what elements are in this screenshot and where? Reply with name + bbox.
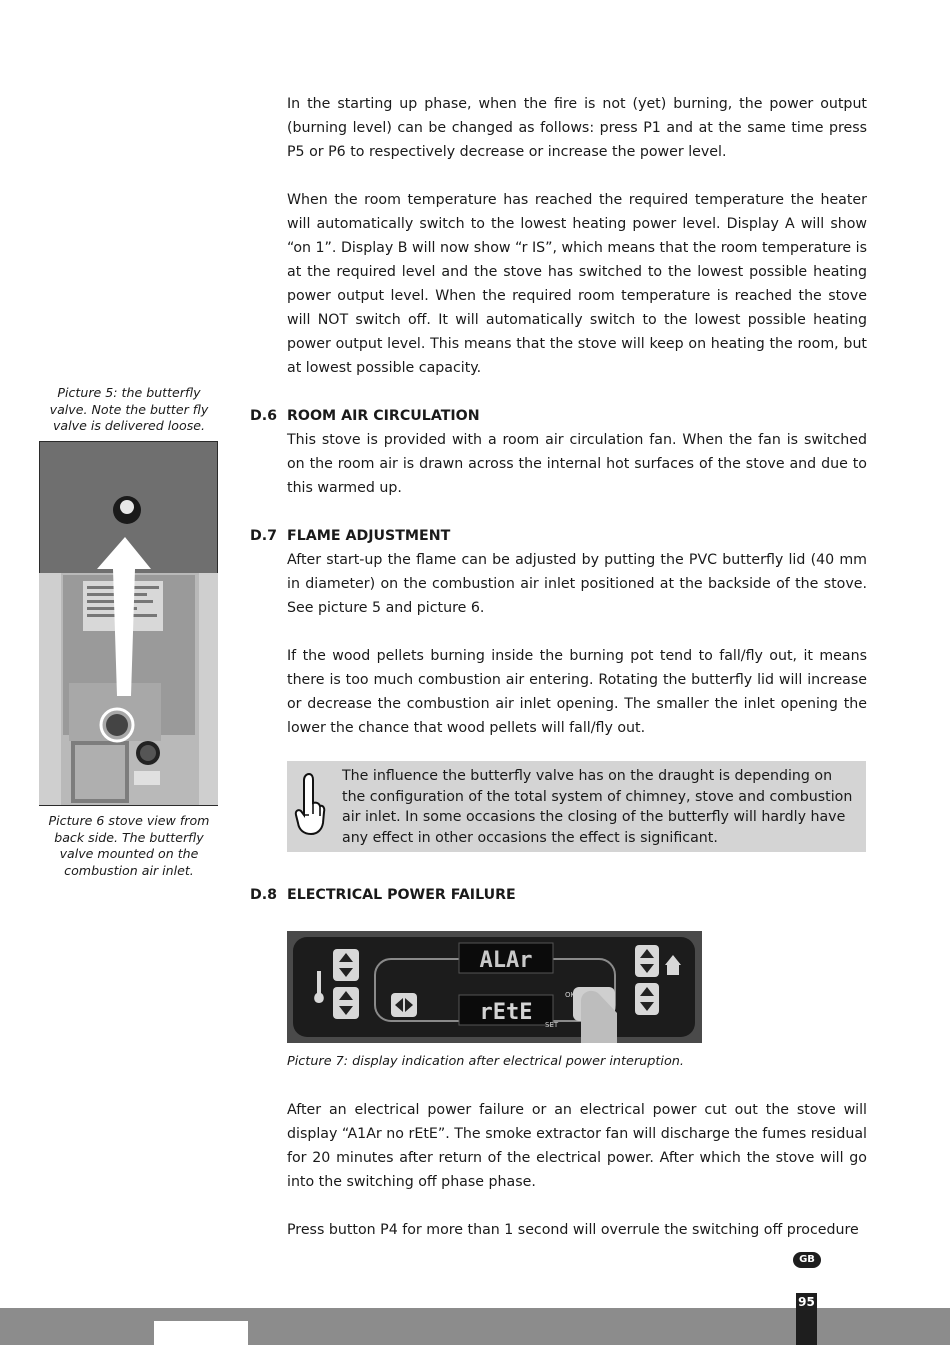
stove-back-illustration: [39, 441, 218, 806]
set-label: SET: [545, 1021, 559, 1029]
page-number: 95: [796, 1293, 817, 1345]
control-panel-illustration: [287, 931, 702, 1043]
section-d7-body-2: If the wood pellets burning inside the burning pot tend to fall/fly out, it means there is too much combustion air entering. Rotating the butterfly lid will increase or decrease the combustion air inlet opening. The smaller the inlet opening the lower the chance that wood pellets will fall/fly out.: [287, 648, 867, 736]
section-d6-number: D.6: [250, 408, 278, 424]
display-top-readout: ALAr: [479, 948, 533, 973]
section-d7-number: D.7: [250, 528, 278, 544]
picture6-caption: Picture 6 stove view from back side. The butterfly valve mounted on the combustion air inlet.: [48, 813, 210, 878]
section-d8-body-1: After an electrical power failure or an electrical power cut out the stove will display “A1Ar no rEtE”. The smoke extractor fan will discharge the fumes residual for 20 minutes after return of the electrical power. After which the stove will go into the switching off phase phase.: [287, 1102, 867, 1190]
picture7-caption: Picture 7: display indication after electrical power interuption.: [287, 1054, 684, 1069]
stove-back-photo: [39, 441, 218, 806]
note-text: The influence the butterfly valve has on the draught is depending on the configuration of the total system of chimney, stove and combustion air inlet. In some occasions the closing of the butterfly will hardly have any effect in other occasions the effect is significant.: [342, 768, 853, 846]
section-d6-body: This stove is provided with a room air circulation fan. When the fan is switched on the room air is drawn across the internal hot surfaces of the stove and due to this warmed up.: [287, 432, 867, 496]
room-temp-paragraph: When the room temperature has reached the required temperature the heater will automatically switch to the lowest heating power level. Display A will show “on 1”. Display B will now show “r IS”, which means that the room temperature is at the required level and the stove has switched to the lowest possible heating power output level. When the required room temperature is reached the stove will NOT switch off. It will automatically switch to the lowest possible heating power output level. This means that the stove will keep on heating the room, but at lowest possible capacity.: [287, 192, 867, 376]
picture5-caption: Picture 5: the butterfly valve. Note the butter fly valve is delivered loose.: [49, 385, 209, 433]
control-panel-photo: [287, 931, 702, 1043]
section-d8-body-2: Press button P4 for more than 1 second will overrule the switching off procedure: [287, 1222, 859, 1238]
section-d8-title: ELECTRICAL POWER FAILURE: [287, 887, 516, 903]
section-d7-title: FLAME ADJUSTMENT: [287, 528, 451, 544]
left-right-button[interactable]: [391, 993, 417, 1017]
display-bottom-readout: rEtE: [479, 1000, 533, 1025]
footer-label-box: [154, 1321, 248, 1345]
language-badge: GB: [793, 1252, 821, 1268]
intro-power-paragraph: In the starting up phase, when the fire is not (yet) burning, the power output (burning level) can be changed as follows: press P1 and at the same time press P5 or P6 to respectively decrease or increase the power level.: [287, 96, 867, 160]
pointing-finger-icon: [293, 771, 327, 843]
section-d6-title: ROOM AIR CIRCULATION: [287, 408, 480, 424]
section-d8-number: D.8: [250, 887, 278, 903]
section-d7-body-1: After start-up the flame can be adjusted by putting the PVC butterfly lid (40 mm in diameter) on the combustion air inlet positioned at the backside of the stove. See picture 5 and picture 6.: [287, 552, 867, 616]
note-box: [287, 761, 866, 852]
ok-label: OK: [565, 991, 576, 999]
